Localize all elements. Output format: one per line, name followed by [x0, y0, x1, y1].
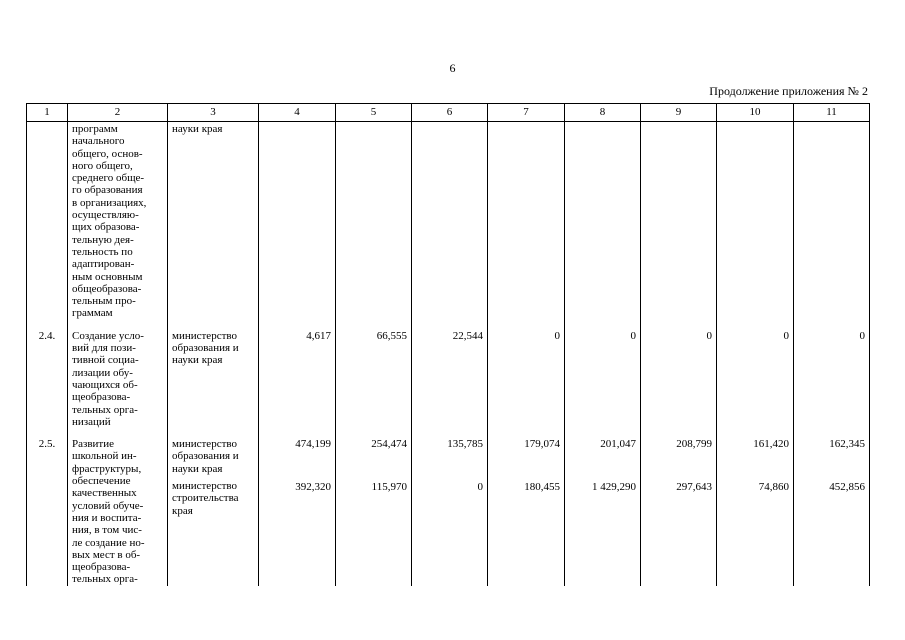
- table-row: [27, 122, 870, 320]
- measure-name: [68, 122, 168, 320]
- value-text: 392,320: [295, 481, 331, 494]
- executor-line: науки края: [172, 354, 223, 367]
- value-cell: [641, 320, 717, 428]
- header-cell: 10: [717, 104, 794, 122]
- data-table: [26, 103, 870, 586]
- executor-line: края: [172, 504, 193, 517]
- header-cell: 6: [412, 104, 488, 122]
- measure-name-line: тивной социа-: [72, 354, 139, 367]
- executor-line: образования и: [172, 450, 239, 463]
- value: [263, 481, 331, 493]
- value-text: 179,074: [524, 438, 560, 451]
- value-cell: [488, 122, 565, 320]
- measure-name-line: начального: [72, 135, 125, 148]
- header-cell: 8: [565, 104, 641, 122]
- value-cell: [259, 320, 336, 428]
- header-cell: 3: [168, 104, 259, 122]
- value-cell: [641, 428, 717, 586]
- value-cell: [336, 428, 412, 586]
- value-text: 161,420: [753, 438, 789, 451]
- value: [340, 481, 407, 493]
- measure-name-line: фраструктуры,: [72, 462, 142, 475]
- value: [569, 330, 636, 342]
- value-cell: [794, 320, 870, 428]
- measure-name-line: ния и воспита-: [72, 511, 142, 524]
- measure-name-line: щеобразова-: [72, 561, 131, 574]
- value-cell: [717, 428, 794, 586]
- measure-name-line: щеобразова-: [72, 391, 131, 404]
- executor-line: министерство: [172, 480, 238, 493]
- spacer: [340, 450, 407, 476]
- value-cell: [259, 122, 336, 320]
- measure-name-line: щих образова-: [72, 221, 140, 234]
- spacer: [645, 450, 712, 476]
- measure-name-line: общеобразова-: [72, 282, 142, 295]
- measure-name-line: ле создание но-: [72, 536, 145, 549]
- measure-name-line: вых мест в об-: [72, 548, 141, 561]
- measure-name-line: лизации обу-: [72, 366, 133, 379]
- measure-name-line: обеспечение: [72, 475, 131, 488]
- measure-name-line: тельным про-: [72, 295, 136, 308]
- value: [721, 330, 789, 342]
- measure-name-line: вий для пози-: [72, 342, 136, 355]
- value-cell: [488, 320, 565, 428]
- value-cell: [412, 428, 488, 586]
- executor-line: строительства: [172, 492, 239, 505]
- executor-line: науки края: [172, 123, 223, 135]
- value-cell: [794, 122, 870, 320]
- header-cell: 9: [641, 104, 717, 122]
- spacer: [263, 450, 331, 476]
- measure-name: [68, 428, 168, 586]
- measure-name-line: ным основным: [72, 270, 143, 283]
- value: [492, 438, 560, 476]
- header-cell: 11: [794, 104, 870, 122]
- value-text: 201,047: [600, 438, 636, 451]
- value: [645, 438, 712, 476]
- measure-name-line: адаптирован-: [72, 258, 135, 271]
- executor: [172, 123, 254, 135]
- measure-name: [68, 320, 168, 428]
- measure-name-line: Развитие: [72, 438, 115, 451]
- value: [340, 330, 407, 342]
- page-number: 6: [449, 61, 456, 75]
- measure-name-line: тельных орга-: [72, 573, 138, 586]
- value: [263, 438, 331, 476]
- value-cell: [412, 122, 488, 320]
- executor-line: министерство: [172, 329, 238, 342]
- value: [645, 481, 712, 493]
- row-number: 2.5.: [27, 428, 68, 586]
- table-row: [27, 428, 870, 586]
- value-text: 22,544: [452, 329, 483, 342]
- value-cell: [488, 428, 565, 586]
- value-text: 474,199: [295, 438, 331, 451]
- executor: [172, 330, 254, 367]
- value-text: 0: [783, 329, 789, 342]
- measure-name-line: школьной ин-: [72, 450, 137, 463]
- value-text: 254,474: [371, 438, 407, 451]
- executor-cell: [168, 320, 259, 428]
- header-cell: 4: [259, 104, 336, 122]
- value-cell: [259, 428, 336, 586]
- measure-name-line: условий обуче-: [72, 499, 144, 512]
- value-text: 297,643: [676, 481, 712, 494]
- measure-name-line: в организациях,: [72, 196, 147, 209]
- measure-name-line: общего, основ-: [72, 147, 143, 160]
- spacer: [721, 450, 789, 476]
- value-text: 0: [477, 481, 483, 494]
- value-text: 66,555: [376, 329, 407, 342]
- value-text: 180,455: [524, 481, 560, 494]
- value-cell: [717, 320, 794, 428]
- measure-name-line: тельную дея-: [72, 233, 134, 246]
- executor-cell: [168, 122, 259, 320]
- value: [569, 438, 636, 476]
- value: [416, 438, 483, 476]
- measure-name-line: Создание усло-: [72, 329, 144, 342]
- value-text: 0: [554, 329, 560, 342]
- spacer: [492, 450, 560, 476]
- measure-name-line: ного общего,: [72, 159, 133, 172]
- value-text: 115,970: [371, 481, 407, 494]
- measure-name-line: качественных: [72, 487, 137, 500]
- value: [569, 481, 636, 493]
- row-number: 2.4.: [27, 320, 68, 428]
- value-cell: [565, 122, 641, 320]
- value: [798, 438, 865, 476]
- executor-line: министерство: [172, 438, 238, 451]
- executor-line: науки края: [172, 462, 223, 475]
- measure-name-line: тельных орга-: [72, 403, 138, 416]
- value-cell: [565, 428, 641, 586]
- value-cell: [412, 320, 488, 428]
- spacer: [416, 450, 483, 476]
- measure-name-line: чающихся об-: [72, 378, 138, 391]
- value: [263, 330, 331, 342]
- value: [492, 330, 560, 342]
- spacer: [798, 450, 865, 476]
- header-cell: 7: [488, 104, 565, 122]
- header-cell: 2: [68, 104, 168, 122]
- value: [798, 481, 865, 493]
- header-cell: 1: [27, 104, 68, 122]
- measure-name-line: го образования: [72, 184, 143, 197]
- header-cell: 5: [336, 104, 412, 122]
- value-text: 74,860: [758, 481, 789, 494]
- value-text: 4,617: [306, 329, 331, 342]
- continuation-label: Продолжение приложения № 2: [709, 84, 868, 98]
- value-cell: [336, 122, 412, 320]
- executor: [172, 438, 254, 475]
- value-text: 1 429,290: [592, 481, 636, 494]
- value-text: 162,345: [829, 438, 865, 451]
- value-cell: [641, 122, 717, 320]
- value: [721, 438, 789, 476]
- value: [340, 438, 407, 476]
- measure-name-line: граммам: [72, 307, 113, 320]
- value: [416, 481, 483, 493]
- executor-line: образования и: [172, 342, 239, 355]
- value-text: 0: [859, 329, 865, 342]
- row-number: [27, 122, 68, 320]
- value: [416, 330, 483, 342]
- value-text: 0: [706, 329, 712, 342]
- value-text: 452,856: [829, 481, 865, 494]
- value-cell: [336, 320, 412, 428]
- value: [721, 481, 789, 493]
- measure-name-line: низаций: [72, 415, 111, 428]
- value: [798, 330, 865, 342]
- measure-name-line: программ: [72, 123, 118, 135]
- value-cell: [565, 320, 641, 428]
- value: [492, 481, 560, 493]
- table-row: [27, 320, 870, 428]
- measure-name-line: среднего обще-: [72, 172, 145, 185]
- measure-name-line: осуществляю-: [72, 209, 139, 222]
- value-text: 208,799: [676, 438, 712, 451]
- executor-cell: [168, 428, 259, 586]
- value-text: 0: [630, 329, 636, 342]
- value-text: 135,785: [447, 438, 483, 451]
- value-cell: [717, 122, 794, 320]
- measure-name-line: ния, в том чис-: [72, 524, 142, 537]
- value: [645, 330, 712, 342]
- spacer: [569, 450, 636, 476]
- value-cell: [794, 428, 870, 586]
- measure-name-line: тельность по: [72, 245, 133, 258]
- header-row: [27, 104, 870, 122]
- executor: [172, 480, 254, 517]
